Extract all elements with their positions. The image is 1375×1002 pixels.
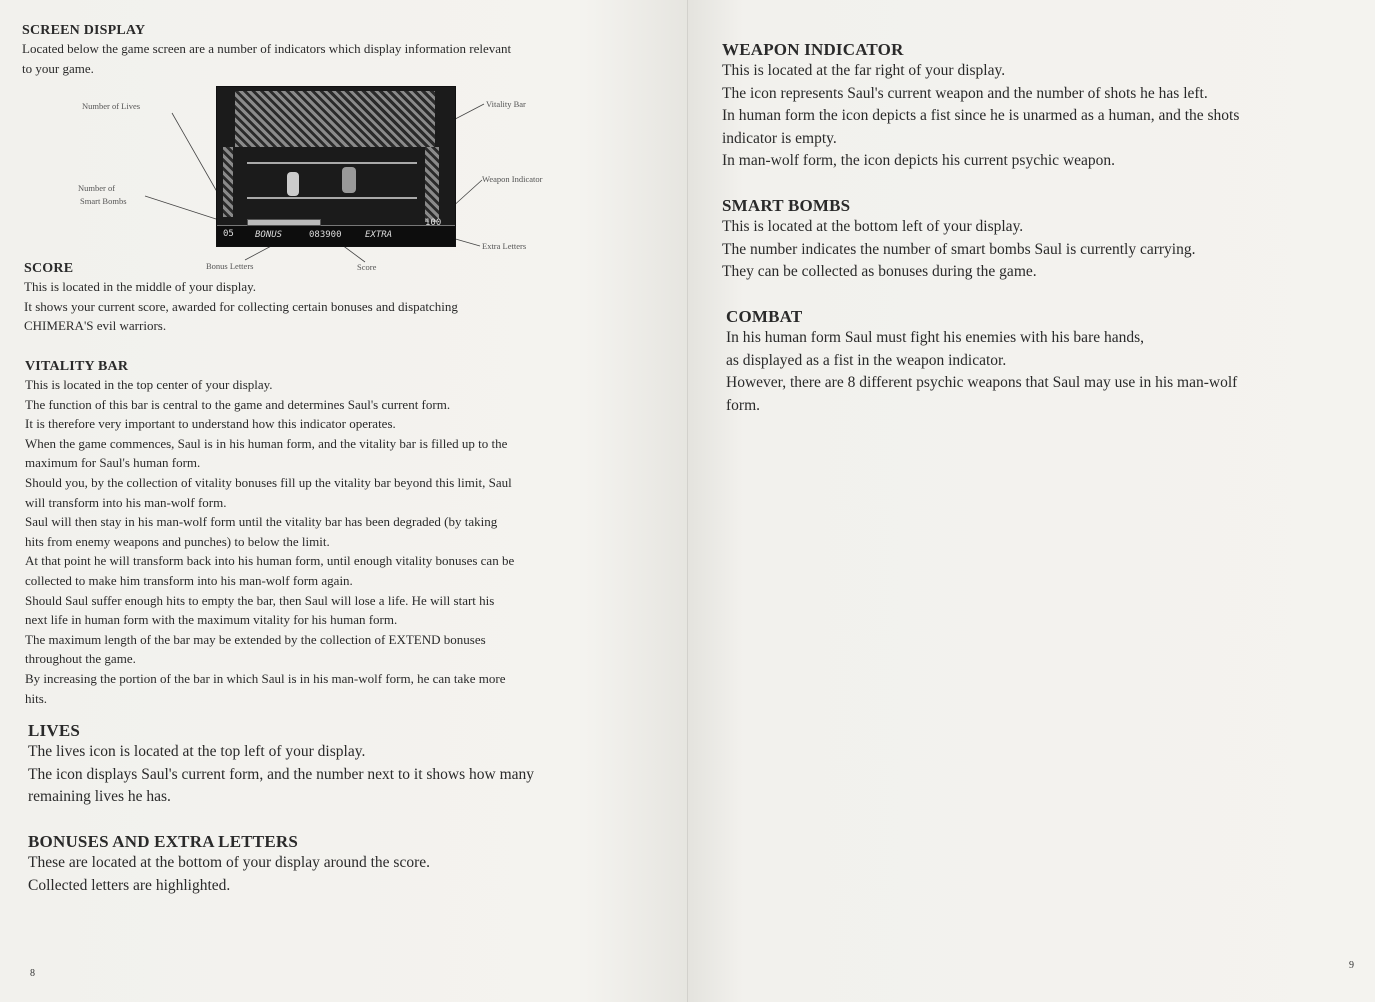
text-line: The maximum length of the bar may be extended by the collection of EXTEND bonuses [25,631,486,647]
text-line: Saul will then stay in his man-wolf form until the vitality bar has been degraded (by taking [25,514,498,530]
text-line: hits. [25,690,48,706]
text-line: The lives icon is located at the top left of your display. [28,743,366,760]
hud-bonus: BONUS [255,230,283,240]
game-screenshot [216,86,456,247]
heading-smart-bombs: SMART BOMBS [722,196,851,215]
section-weapon [722,40,1367,173]
text-line: indicator is empty. [722,129,837,147]
callout-bonus: Bonus Letters [206,261,254,271]
heading-bonuses: BONUSES AND EXTRA LETTERS [28,832,299,851]
text-line: This is located at the bottom left of your display. [722,218,1024,235]
hud-bombs: 05 [223,229,234,239]
screen-wall [425,147,439,222]
text-line: When the game commences, Saul is in his human form, and the vitality bar is filled up to the [25,435,508,451]
page-number-right: 9 [1349,960,1354,971]
section-combat [726,307,1366,417]
text-line: Should Saul suffer enough hits to empty the bar, then Saul will lose a life. He will start his [25,592,495,608]
text-line: The function of this bar is central to the game and determines Saul's current form. [25,396,451,412]
text-line: In his human form Saul must fight his enemies with his bare hands, [726,329,1145,346]
text-line: Collected letters are highlighted. [28,876,231,894]
text-line: maximum for Saul's human form. [25,455,201,471]
text-line: next life in human form with the maximum vitality for his human form. [25,612,398,628]
screen-ledge [247,197,417,199]
callout-smart-bombs-1: Number of [78,183,116,193]
text-line: The number indicates the number of smart bombs Saul is currently carrying. [722,240,1196,258]
text-line: In man-wolf form, the icon depicts his current psychic weapon. [722,152,1115,169]
section-smart-bombs [722,196,1367,284]
text-line: This is located in the top center of your display. [25,377,273,392]
callout-weapon: Weapon Indicator [482,174,543,184]
section-vitality [25,359,675,708]
heading-screen-display: SCREEN DISPLAY [22,23,146,38]
screen-ledge [247,162,417,164]
text-line: In human form the icon depicts a fist since he is unarmed as a human, and the shots [722,107,1240,124]
screen-hud [217,218,455,246]
text-line: Should you, by the collection of vitality bonuses fill up the vitality bar beyond this limit, Saul [25,474,512,490]
callout-smart-bombs-2: Smart Bombs [80,196,127,206]
screen-wall [235,91,435,147]
hud-extra: EXTRA [365,230,393,240]
hud-score: 083900 [309,230,342,240]
text-line: hits from enemy weapons and punches) to below the limit. [25,533,330,549]
text-line: This is located at the far right of your display. [722,62,1006,79]
text-line: These are located at the bottom of your display around the score. [28,854,431,871]
text-line: throughout the game. [25,651,136,667]
text-line: It shows your current score, awarded for collecting certain bonuses and dispatching [24,298,458,314]
callout-vitality: Vitality Bar [486,99,526,109]
section-bonuses [28,832,678,897]
right-page [688,0,1375,1002]
text-line: By increasing the portion of the bar in which Saul is in his man-wolf form, he can take more [25,670,506,686]
saul-sprite [287,172,299,196]
heading-score: SCORE [24,261,74,276]
text-line: This is located in the middle of your display. [24,279,257,294]
text-line: as displayed as a fist in the weapon indicator. [726,351,1007,369]
text-line: form. [726,396,761,414]
text-line: collected to make him transform into his man-wolf form again. [25,572,353,588]
callout-score: Score [357,262,377,272]
heading-combat: COMBAT [726,307,803,326]
text-line: However, there are 8 different psychic weapons that Saul may use in his man-wolf [726,374,1238,391]
text-line: to your game. [22,60,94,76]
text-line: The icon represents Saul's current weapon and the number of shots he has left. [722,84,1208,102]
callout-extra: Extra Letters [482,241,527,251]
text-line: The icon displays Saul's current form, and the number next to it shows how many [28,765,535,783]
heading-weapon: WEAPON INDICATOR [722,40,904,59]
text-line: They can be collected as bonuses during the game. [722,263,1037,280]
page-number-left: 8 [30,968,35,979]
text-line: will transform into his man-wolf form. [25,494,227,510]
heading-vitality: VITALITY BAR [25,359,129,374]
section-score [24,261,664,336]
text-line: Located below the game screen are a number of indicators which display information relevant [22,41,512,56]
hud-vitality-bar [247,219,321,226]
hud-weapon: 100 [425,218,442,228]
text-line: CHIMERA'S evil warriors. [24,318,167,334]
text-line: At that point he will transform back into his human form, until enough vitality bonuses can be [25,553,515,569]
text-line: It is therefore very important to understand how this indicator operates. [25,416,396,432]
enemy-sprite [342,167,356,193]
screen-wall [223,147,233,217]
section-lives [28,721,678,809]
text-line: remaining lives he has. [28,788,171,805]
heading-lives: LIVES [28,721,81,740]
callout-lives: Number of Lives [82,101,141,111]
